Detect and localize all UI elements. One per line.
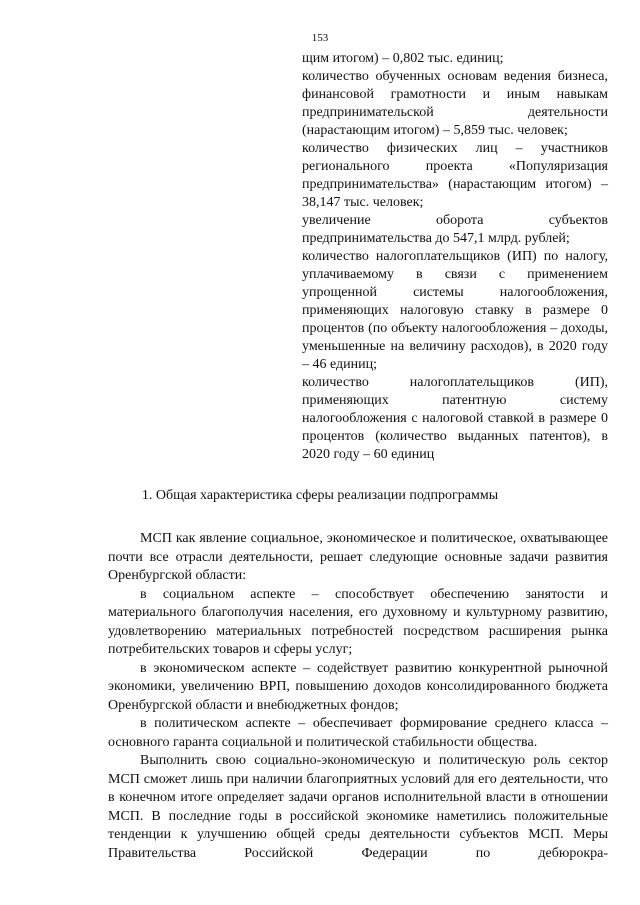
section-heading: 1. Общая характеристика сферы реализации подпрограммы: [141, 488, 499, 503]
paragraph: в политическом аспекте – обеспечивает формирование среднего класса – основного гаранта социальной и политической стабильности общества.: [108, 716, 608, 750]
paragraph: в социальном аспекте – способствует обеспечению занятости и материального благополучия населения, его духовному и культурному развитию, удовлетворению материальных потребностей посредством расширения рынка потребительских товаров и сферы услуг;: [108, 586, 608, 657]
indicator-item: количество налогоплательщиков (ИП), применяющих патентную систему налогообложения с налоговой ставкой в размере 0 процентов (количество выданных патентов), в 2020 году – 60 единиц: [302, 375, 608, 462]
indicator-item: увеличение оборота субъектов предпринимательства до 547,1 млрд. рублей;: [302, 213, 608, 246]
indicator-list: [302, 50, 608, 464]
indicator-item: щим итогом) – 0,802 тыс. единиц;: [302, 51, 504, 66]
indicator-item: количество налогоплательщиков (ИП) по налогу, уплачиваемому в связи с применением упрощенной системы налогообложения, применяющих налоговую ставку в размере 0 процентов (по объекту налогообложения – доходы, уменьшенные на величину расходов), в 2020 году – 46 единиц;: [302, 249, 608, 372]
paragraph: в экономическом аспекте – содействует развитию конкурентной рыночной экономики, увеличению ВРП, повышению доходов консолидированного бюджета Оренбургской области и внебюджетных фондов;: [108, 660, 608, 713]
paragraph: МСП как явление социальное, экономическое и политическое, охватывающее почти все отрасли деятельности, решает следующие основные задачи развития Оренбургской области:: [108, 531, 608, 583]
paragraph: Выполнить свою социально-экономическую и политическую роль сектор МСП сможет лишь при наличии благоприятных условий для его деятельности, что в конечном итоге определяет задачи органов исполнительной власти в отношении МСП. В последние годы в российской экономике наметились положительные тенденции к улучшению общей среды деятельности субъектов МСП. Меры Правительства Российской Федерации по дебюрокра-: [108, 753, 608, 861]
indicator-item: количество обученных основам ведения бизнеса, финансовой грамотности и иным навыкам предпринимательской деятельности (нарастающим итогом) – 5,859 тыс. человек;: [302, 69, 608, 138]
indicator-item: количество физических лиц – участников регионального проекта «Популяризация предпринимательства» (нарастающим итогом) – 38,147 тыс. человек;: [302, 141, 608, 210]
body-text: [108, 530, 608, 863]
page-number: 153: [311, 32, 329, 44]
